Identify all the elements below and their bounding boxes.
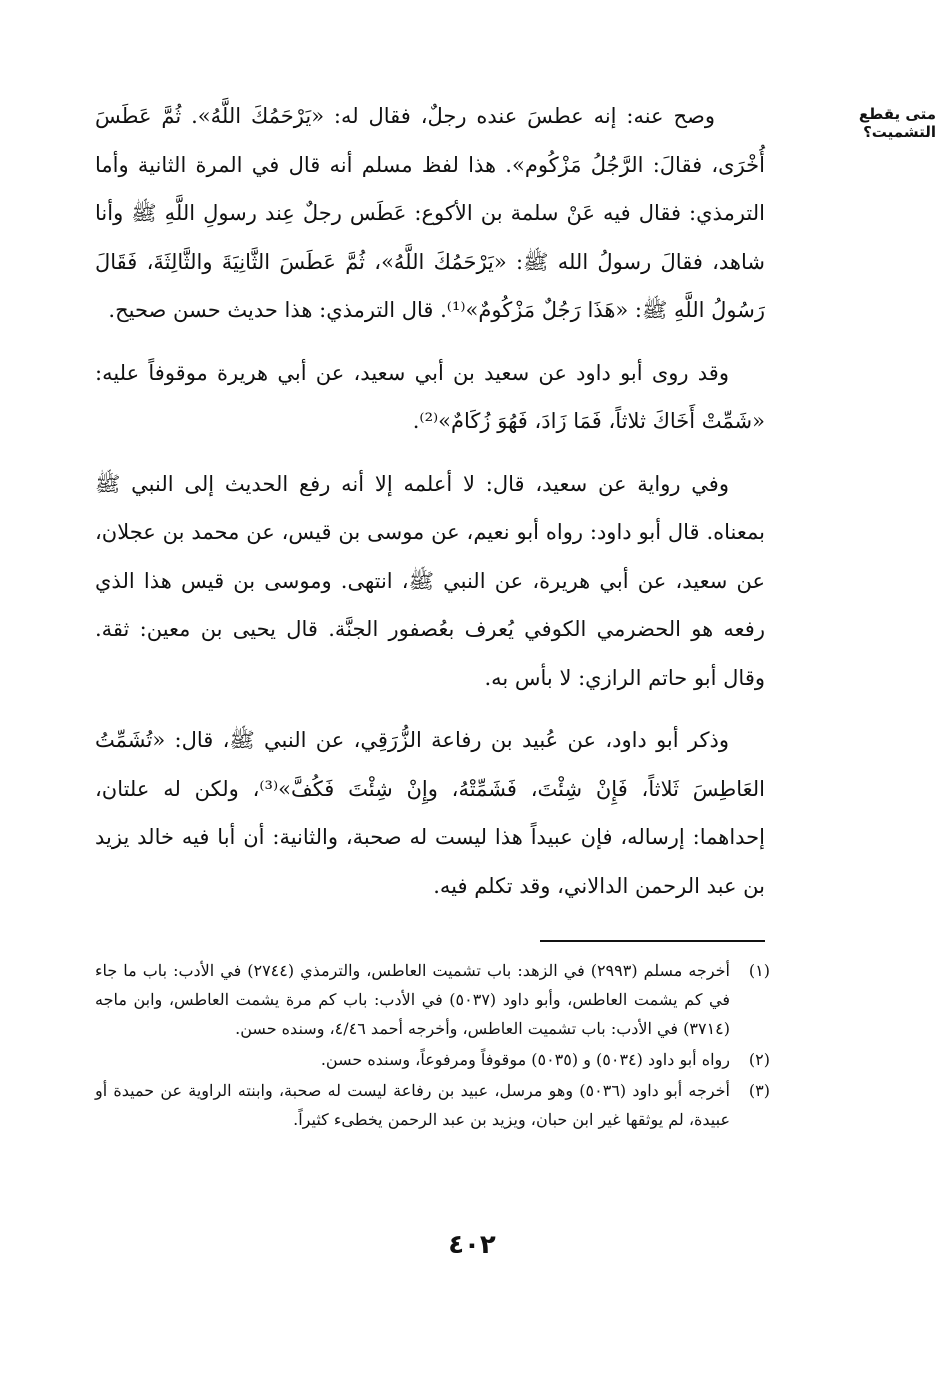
paragraph-4: وذكر أبو داود، عن عُبيد بن رفاعة الزُّرَقِي، عن النبي ﷺ، قال: «تُشَمِّتُ العَاطِسَ ثَلاثاً، فَإِنْ شِئْتَ، فَشَمِّتْهُ، وإِنْ شِئْتَ فَكُفَّ»⁽³⁾، ولكن له علتان، إحداهما: إرساله، فإن عبيداً هذا ليست له صحبة، والثانية: أن أبا فيه خالد يزيد بن عبد الرحمن الدالاني، وقد تكلم فيه. bbox=[95, 728, 765, 898]
page-number: ٤٠٢ bbox=[448, 1230, 496, 1260]
paragraph-1: وصح عنه: إنه عطسَ عنده رجلٌ، فقال له: «يَرْحَمُكَ اللَّهُ». ثُمَّ عَطَسَ أُخْرَى، فقالَ: الرَّجُلُ مَزْكُوم». هذا لفظ مسلم أنه قال في المرة الثانية وأما الترمذي: فقال فيه عَنْ سلمة بن الأكوع: عَطَس رجلٌ عِند رسولِ اللَّهِ ﷺ وأنا شاهد، فقالَ رسولُ الله ﷺ: «يَرْحَمُكَ اللَّهُ»، ثُمَّ عَطَسَ الثَّانِيَةَ والثَّالِثَةَ، فَقَالَ رَسُولُ اللَّهِ ﷺ: «هَذَا رَجُلٌ مَزْكُومٌ»⁽¹⁾. قال الترمذي: هذا حديث حسن صحيح. bbox=[95, 104, 765, 322]
paragraph-2: وقد روى أبو داود عن سعيد بن أبي سعيد، عن أبي هريرة موقوفاً عليه: «شَمِّتْ أَخَاكَ ثلاثاً، فَمَا زَادَ، فَهُوَ زُكَامٌ»⁽²⁾. bbox=[95, 360, 765, 433]
footnote-1 bbox=[95, 956, 770, 1043]
footnotes bbox=[95, 956, 770, 1136]
footnote-2 bbox=[95, 1045, 770, 1074]
footnote-number: (٢) bbox=[748, 1050, 770, 1069]
footnote-number: (١) bbox=[748, 961, 770, 980]
footnote-number: (٣) bbox=[748, 1081, 770, 1100]
paragraph-3: وفي رواية عن سعيد، قال: لا أعلمه إلا أنه رفع الحديث إلى النبي ﷺ بمعناه. قال أبو داود: رواه أبو نعيم، عن موسى بن قيس، عن محمد بن عجلان، عن سعيد، عن أبي هريرة، عن النبي ﷺ، انتهى. وموسى بن قيس هذا الذي رفعه هو الحضرمي الكوفي يُعرف بعُصفور الجنَّة. قال يحيى بن معين: ثقة. وقال أبو حاتم الرازي: لا بأس به. bbox=[95, 471, 765, 690]
footnote-3 bbox=[95, 1076, 770, 1134]
footnote-text: رواه أبو داود (٥٠٣٤) و (٥٠٣٥) موقوفاً ومرفوعاً، وسنده حسن. bbox=[320, 1050, 730, 1069]
main-text bbox=[95, 92, 765, 924]
footnote-separator bbox=[540, 940, 765, 942]
footnote-text: أخرجه مسلم (٢٩٩٣) في الزهد: باب تشميت العاطس، والترمذي (٢٧٤٤) في الأدب: باب ما جاء في كم يشمت العاطس، وأبو داود (٥٠٣٧) في الأدب: باب كم مرة يشمت العاطس، وابن ماجه (٣٧١٤) في الأدب: باب تشميت العاطس، وأخرجه أحمد ٤/٤٦، وسنده حسن. bbox=[95, 961, 731, 1038]
running-head-title: متى يقطع التشميت؟ bbox=[858, 105, 936, 141]
footnote-text: أخرجه أبو داود (٥٠٣٦) وهو مرسل، عبيد بن رفاعة ليست له صحبة، وابنته الراوية عن حميدة أو عبيدة، لم يوثقها غير ابن حبان، ويزيد بن عبد الرحمن يخطىء كثيراً. bbox=[95, 1081, 731, 1129]
